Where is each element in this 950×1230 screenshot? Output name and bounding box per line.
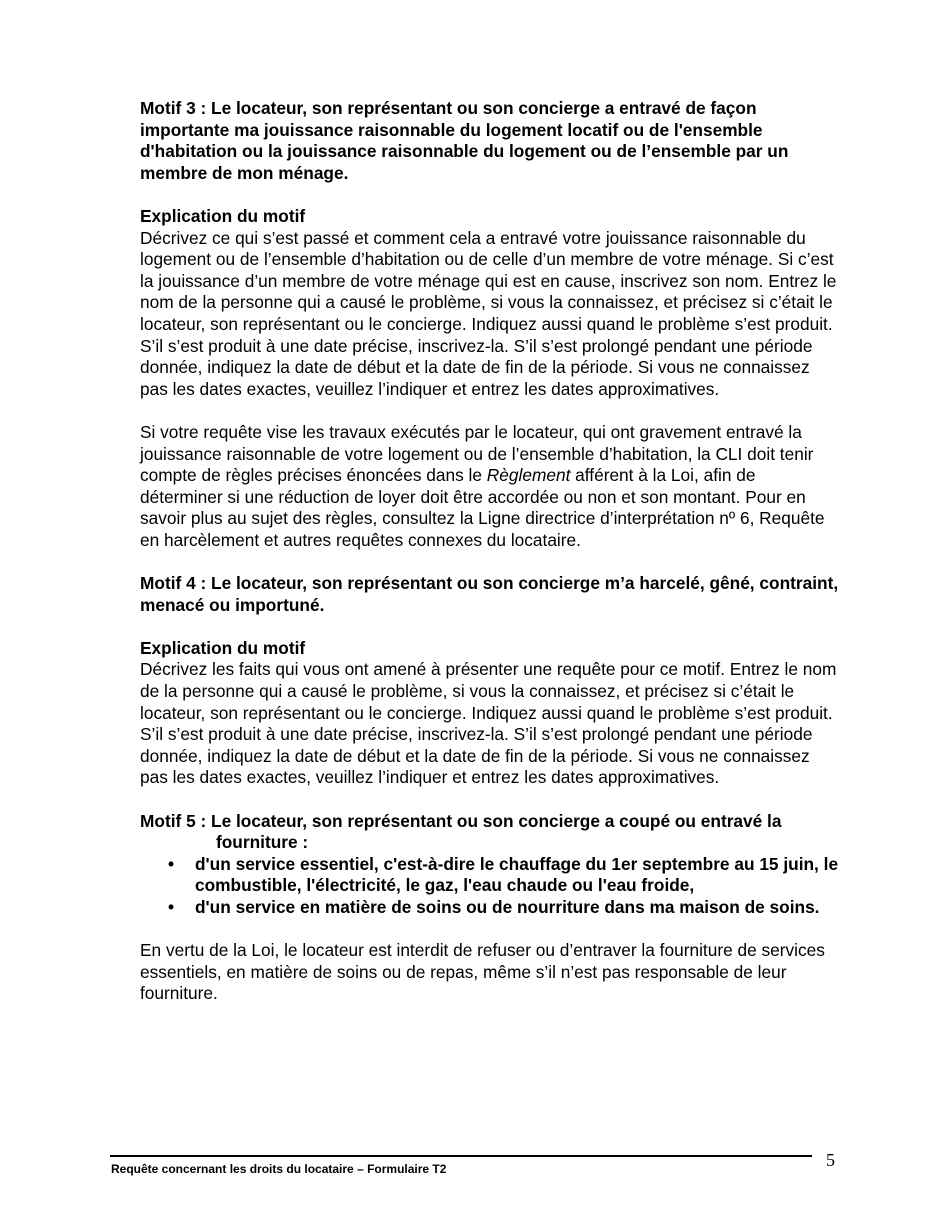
motif-3-explanation-heading: Explication du motif	[140, 205, 306, 226]
motif-4-explanation-heading: Explication du motif	[140, 637, 306, 658]
motif-4-title: Motif 4 : Le locateur, son représentant ou son concierge m’a harcelé, gêné, contraint, menacé ou importuné.	[140, 573, 839, 615]
footer-divider	[110, 1155, 812, 1157]
bullet-icon: •	[168, 853, 175, 874]
list-item-text: d'un service essentiel, c'est-à-dire le chauffage du 1er septembre au 15 juin, le combustible, l'électricité, le gaz, l'eau chaude ou l'eau froide,	[195, 853, 839, 896]
motif-3-rules-paragraph	[140, 422, 840, 552]
rules-text-end: afférent à la Loi, afin de déterminer si une réduction de loyer doit être accordée ou non et son montant. Pour en savoir plus au sujet des règles, consultez la Ligne directrice d’interprétation nº 6, Requête en harcèlement et autres requêtes connexes du locataire.	[140, 465, 825, 550]
bullet-icon: •	[168, 896, 175, 917]
motif-5-bullet-list	[140, 854, 840, 919]
list-item	[140, 897, 840, 919]
document-body	[140, 98, 840, 1005]
list-item	[140, 854, 840, 897]
motif-4-explanation-text: Décrivez les faits qui vous ont amené à présenter une requête pour ce motif. Entrez le nom de la personne qui a causé le problème, si vous la connaissez, et précisez si c’était le locateur, son représentant ou le concierge. Indiquez aussi quand le problème s’est produit. S’il s’est produit à une date précise, inscrivez-la. S’il s’est prolongé pendant une période donnée, indiquez la date de début et la date de fin de la période. Si vous ne connaissez pas les dates exactes, veuillez l’indiquer et entrez les dates approximatives.	[140, 659, 837, 788]
motif-3-title: Motif 3 : Le locateur, son représentant ou son concierge a entravé de façon importante ma jouissance raisonnable du logement locatif ou de l'ensemble d'habitation ou la jouissance raisonnable du logement ou de l’ensemble par un membre de mon ménage.	[140, 98, 789, 183]
motif-3-explanation-text: Décrivez ce qui s’est passé et comment cela a entravé votre jouissance raisonnable du logement ou de l’ensemble d’habitation ou de celle d’un membre de votre ménage. Si c’est la jouissance d’un membre de votre ménage qui est en cause, inscrivez son nom. Entrez le nom de la personne qui a causé le problème, si vous la connaissez, et précisez si c’était le locateur, son représentant ou le concierge. Indiquez aussi quand le problème s’est produit. S’il s’est produit à une date précise, inscrivez-la. S’il s’est prolongé pendant une période donnée, indiquez la date de début et la date de fin de la période. Si vous ne connaissez pas les dates exactes, veuillez l’indiquer et entrez les dates approximatives.	[140, 227, 837, 399]
reglement-italic: Règlement	[486, 465, 571, 486]
rules-text-start: Si votre requête vise les travaux exécutés par le locateur, qui ont gravement entravé la jouissance raisonnable de votre logement ou de l’ensemble d’habitation, la CLI doit tenir compte de règles précises énoncées dans le	[140, 421, 814, 486]
page-number: 5	[826, 1150, 835, 1170]
motif-5-law-paragraph: En vertu de la Loi, le locateur est interdit de refuser ou d’entraver la fourniture de services essentiels, en matière de soins ou de repas, même s’il n’est pas responsable de leur fourniture.	[140, 940, 825, 1004]
footer-form-title: Requête concernant les droits du locataire – Formulaire T2	[111, 1162, 447, 1176]
list-item-text: d'un service en matière de soins ou de nourriture dans ma maison de soins.	[195, 896, 820, 917]
motif-5-title: Motif 5 : Le locateur, son représentant ou son concierge a coupé ou entravé la fourniture :	[140, 810, 782, 853]
